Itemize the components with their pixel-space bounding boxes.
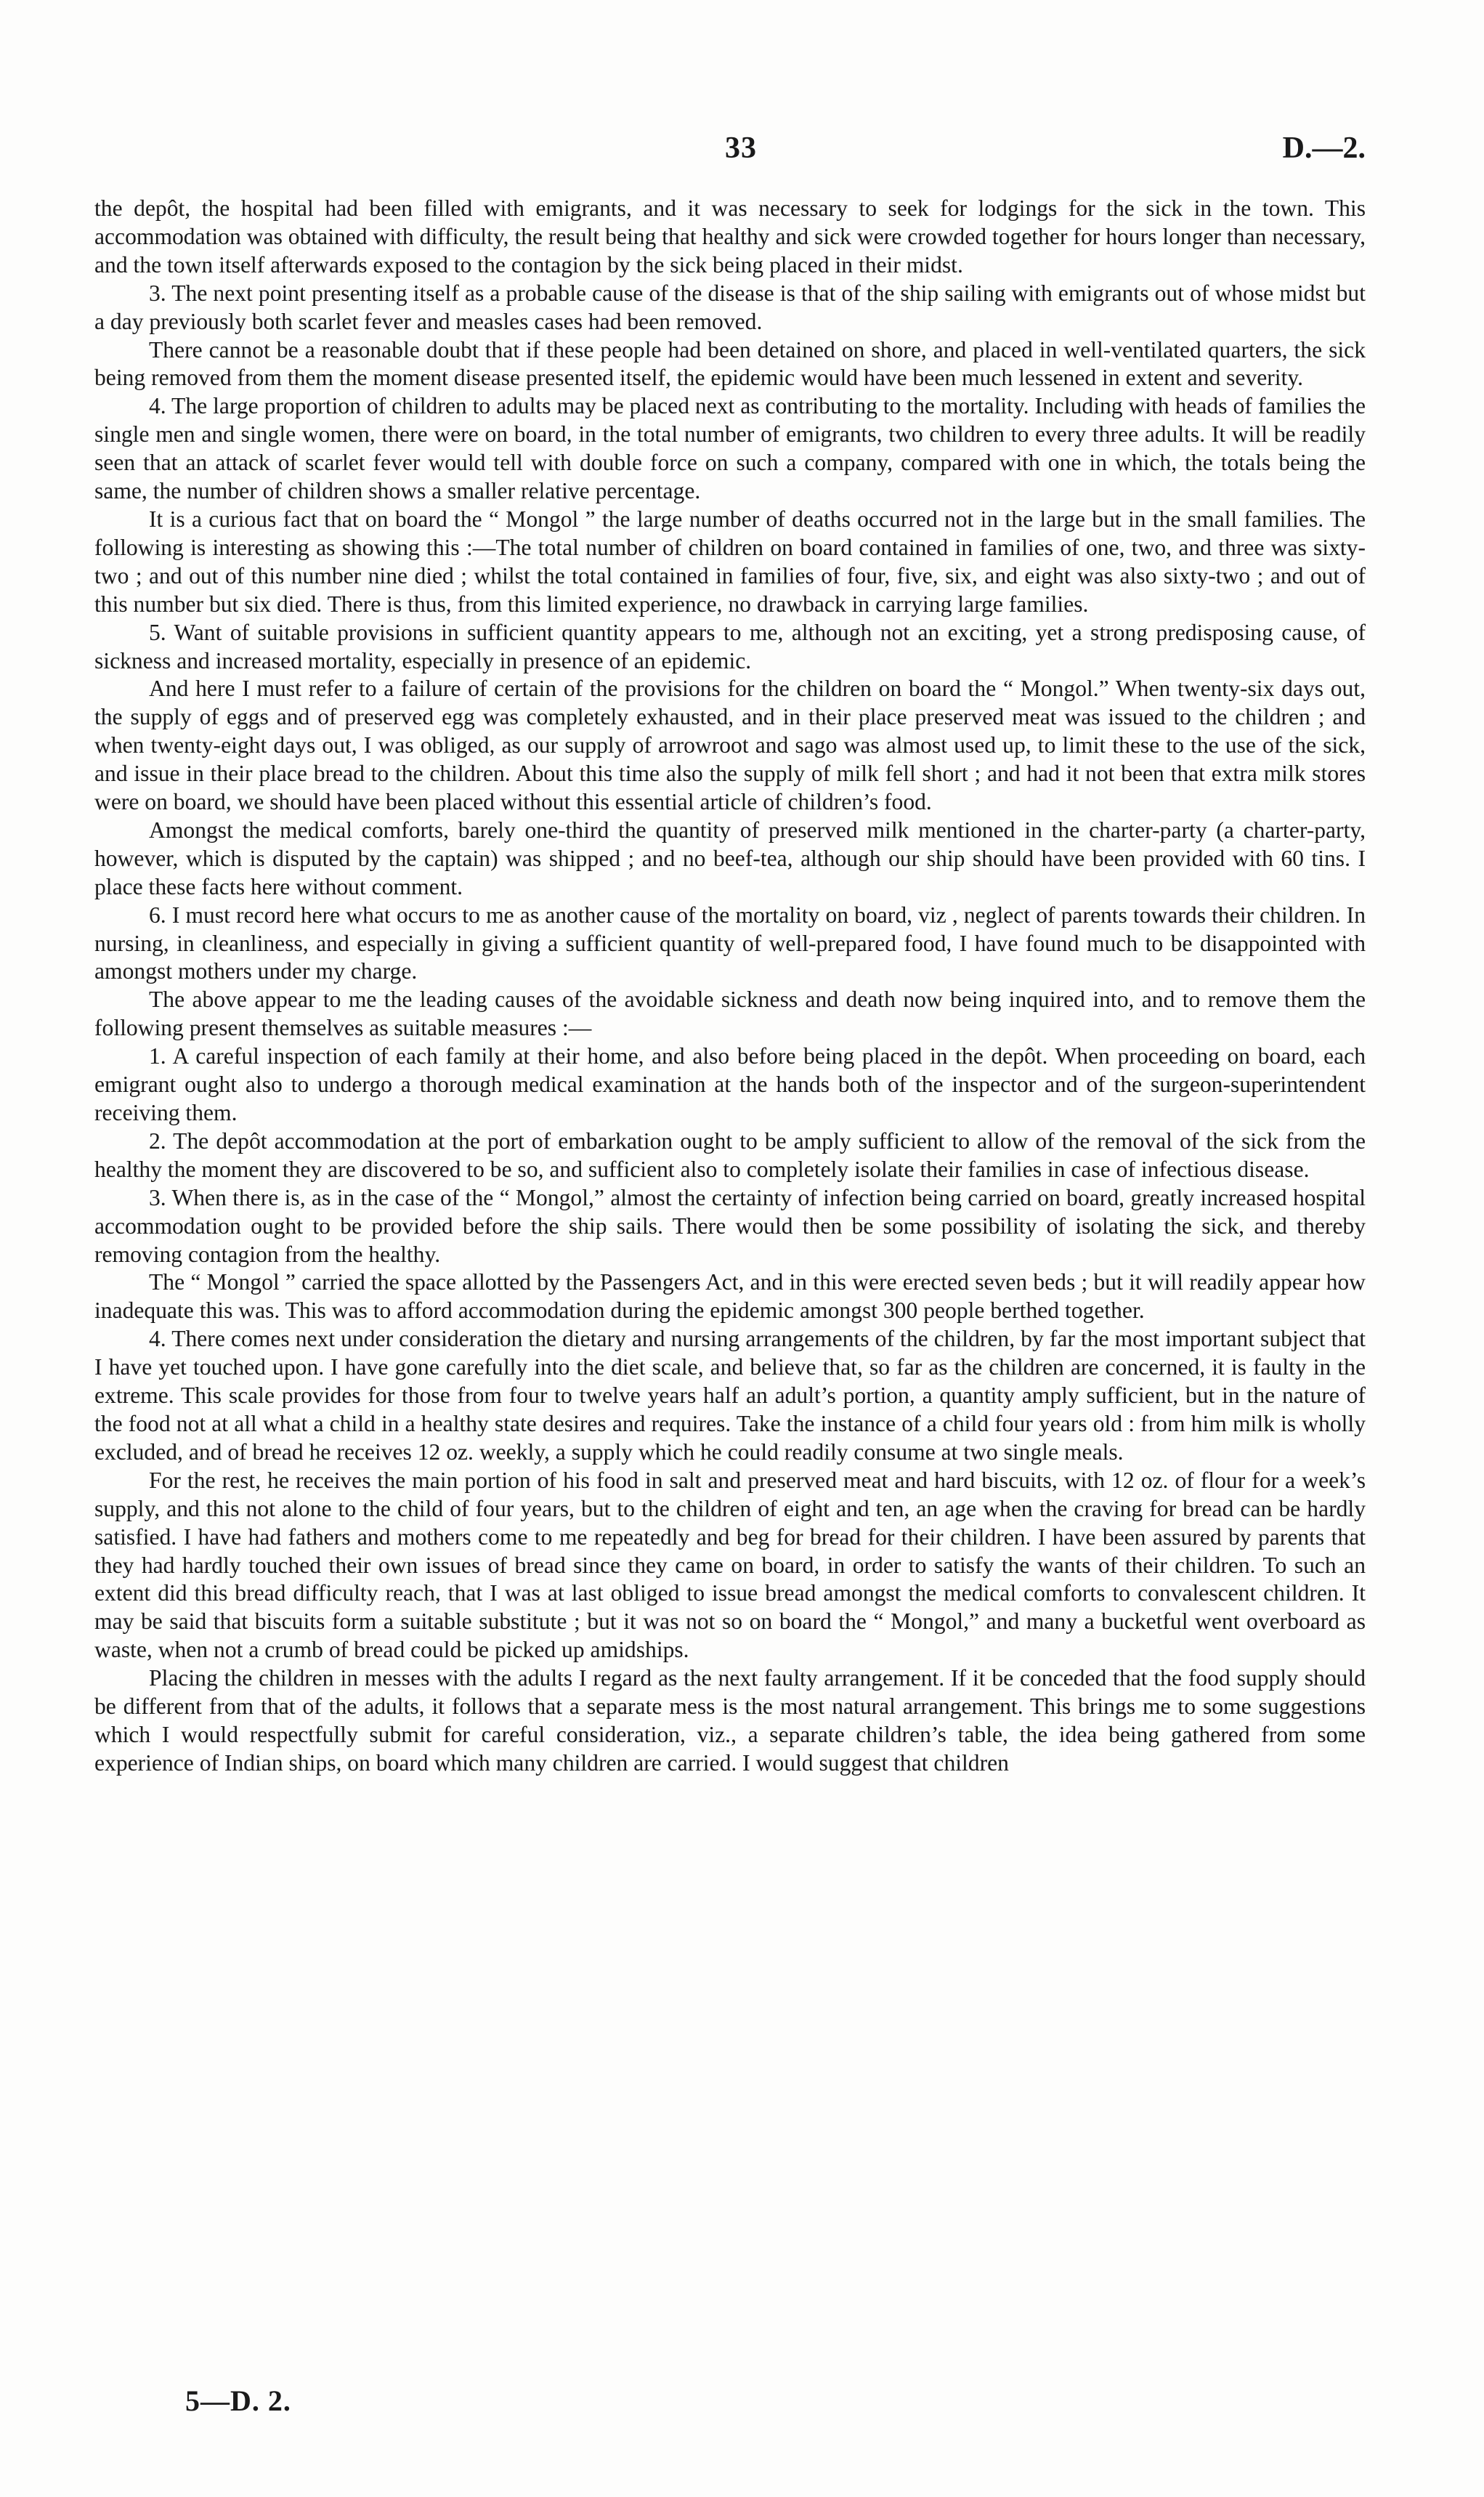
signature-mark: 5—D. 2.	[185, 2384, 291, 2417]
document-reference: D.—2.	[1282, 131, 1366, 165]
paragraph: 3. The next point presenting itself as a probable cause of the disease is that of the ship sailing with emigrants out of whose midst but a day previously both scarlet fever and measles cases had been removed.	[94, 280, 1366, 334]
paragraph: 4. The large proportion of children to adults may be placed next as contributing to the mortality. Including with heads of families the single men and single women, there were on board, in the total number of emigrants, two children to every three adults. It will be readily seen that an attack of scarlet fever would tell with double force on such a company, compared with one in which, the totals being the same, the number of children shows a smaller relative percentage.	[94, 393, 1366, 504]
paragraph: 1. A careful inspection of each family at their home, and also before being placed in the depôt. When proceeding on board, each emigrant ought also to undergo a thorough medical examination at the hands both of the inspector and of the surgeon-superintendent receiving them.	[94, 1043, 1366, 1125]
paragraph: The above appear to me the leading causes of the avoidable sickness and death now being inquired into, and to remove them the following present themselves as suitable measures :—	[94, 987, 1366, 1041]
paragraph: For the rest, he receives the main portion of his food in salt and preserved meat and hard biscuits, with 12 oz. of flour for a week’s supply, and this not alone to the child of four years, but to the children of eight and ten, an age when the craving for bread can be hardly satisfied. I have had fathers and mothers come to me repeatedly and beg for bread for their children. I have been assured by parents that they had hardly touched their own issues of bread since they came on board, in order to satisfy the wants of their children. To such an extent did this bread difficulty reach, that I was at last obliged to issue bread amongst the medical comforts to convalescent children. It may be said that biscuits form a suitable substitute ; but it was not so on board the “ Mongol,” and many a bucketful went overboard as waste, when not a crumb of bread could be picked up amidships.	[94, 1467, 1366, 1663]
paragraph: 5. Want of suitable provisions in sufficient quantity appears to me, although not an exciting, yet a strong predisposing cause, of sickness and increased mortality, especially in presence of an epidemic.	[94, 619, 1366, 673]
paragraph: It is a curious fact that on board the “ Mongol ” the large number of deaths occurred not in the large but in the small families. The following is interesting as showing this :—The total number of children on board contained in families of one, two, and three was sixty-two ; and out of this number nine died ; whilst the total contained in families of four, five, six, and eight was also sixty-two ; and out of this number but six died. There is thus, from this limited experience, no drawback in carrying large families.	[94, 506, 1366, 617]
paragraph: The “ Mongol ” carried the space allotted by the Passengers Act, and in this were erected seven beds ; but it will readily appear how inadequate this was. This was to afford accommodation during the epidemic amongst 300 people berthed together.	[94, 1269, 1366, 1324]
paragraph: 2. The depôt accommodation at the port of embarkation ought to be amply sufficient to allow of the removal of the sick from the healthy the moment they are discovered to be so, and sufficient also to completely isolate their families in case of infectious disease.	[94, 1128, 1366, 1182]
page-number: 33	[725, 131, 757, 165]
paragraph: Amongst the medical comforts, barely one-third the quantity of preserved milk mentioned in the charter-party (a charter-party, however, which is disputed by the captain) was shipped ; and no beef-tea, although our ship should have been provided with 60 tins. I place these facts here without comment.	[94, 817, 1366, 899]
paragraph: And here I must refer to a failure of certain of the provisions for the children on board the “ Mongol.” When twenty-six days out, the supply of eggs and of preserved egg was completely exhausted, and in their place preserved meat was issued to the children ; and when twenty-eight days out, I was obliged, as our supply of arrowroot and sago was almost used up, to limit these to the use of the sick, and issue in their place bread to the children. About this time also the supply of milk fell short ; and had it not been that extra milk stores were on board, we should have been placed without this essential article of children’s food.	[94, 676, 1366, 815]
paragraph: 3. When there is, as in the case of the “ Mongol,” almost the certainty of infection being carried on board, greatly increased hospital accommodation ought to be provided before the ship sails. There would then be some possibility of isolating the sick, and thereby removing contagion from the healthy.	[94, 1184, 1366, 1267]
paragraph: 6. I must record here what occurs to me as another cause of the mortality on board, viz , neglect of parents towards their children. In nursing, in cleanliness, and especially in giving a sufficient quantity of well-prepared food, I have found much to be disappointed with amongst mothers under my charge.	[94, 902, 1366, 984]
body-text	[94, 195, 1366, 1778]
paragraph: 4. There comes next under consideration the dietary and nursing arrangements of the children, by far the most important subject that I have yet touched upon. I have gone carefully into the diet scale, and believe that, so far as the children are concerned, it is faulty in the extreme. This scale provides for those from four to twelve years half an adult’s portion, a quantity amply sufficient, but in the nature of the food not at all what a child in a healthy state desires and requires. Take the instance of a child four years old : from him milk is wholly excluded, and of bread he receives 12 oz. weekly, a supply which he could readily consume at two single meals.	[94, 1326, 1366, 1465]
paragraph: There cannot be a reasonable doubt that if these people had been detained on shore, and placed in well-ventilated quarters, the sick being removed from them the moment disease presented itself, the epidemic would have been much lessened in extent and severity.	[94, 336, 1366, 391]
paragraph: Placing the children in messes with the adults I regard as the next faulty arrangement. If it be conceded that the food supply should be different from that of the adults, it follows that a separate mess is the most natural arrangement. This brings me to some suggestions which I would respectfully submit for careful consideration, viz., a separate children’s table, the idea being gathered from some experience of Indian ships, on board which many children are carried. I would suggest that children	[94, 1665, 1366, 1776]
paragraph: the depôt, the hospital had been filled with emigrants, and it was necessary to seek for lodgings for the sick in the town. This accommodation was obtained with difficulty, the result being that healthy and sick were crowded together for hours longer than necessary, and the town itself afterwards exposed to the contagion by the sick being placed in their midst.	[94, 195, 1366, 278]
